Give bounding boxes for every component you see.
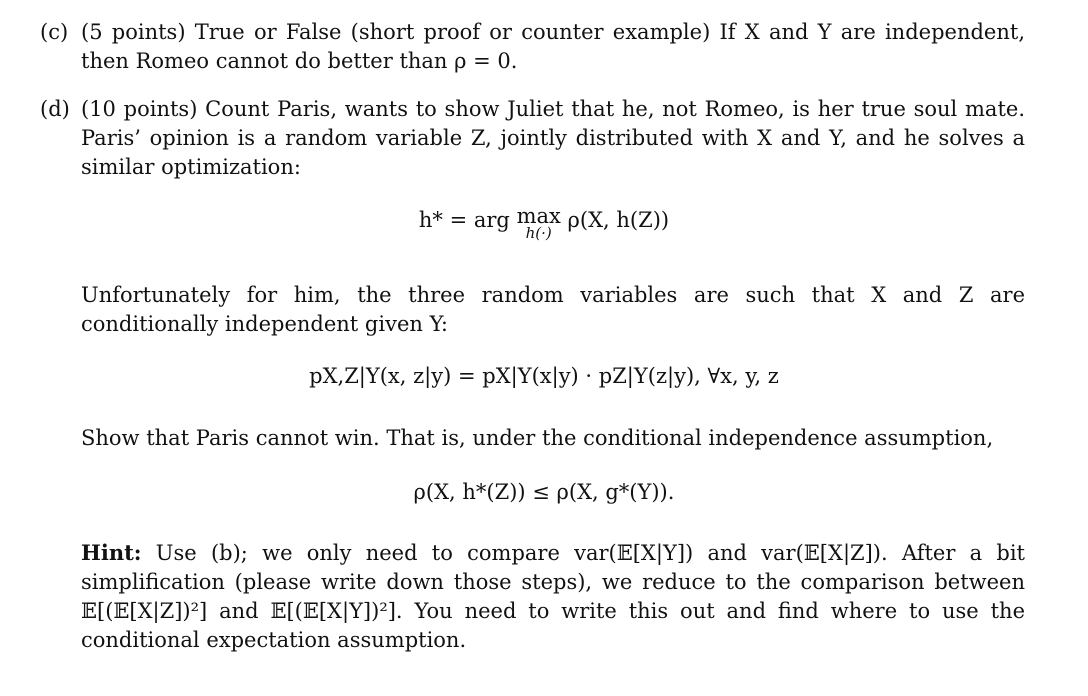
equation-h-star xyxy=(0,206,1088,240)
hint-label: Hint: xyxy=(81,540,142,565)
hint-paragraph xyxy=(81,538,1025,655)
part-d-para3: Show that Paris cannot win. That is, under the conditional independence assumption, xyxy=(81,426,994,450)
eq1-max xyxy=(517,206,561,240)
hint-text: Use (b); we only need to compare var(𝔼[X|Y]) and var(𝔼[X|Z]). After a bit simplification (please write down those steps), we reduce to the comparison between 𝔼[(𝔼[X|Z])²] and 𝔼[(𝔼[X|Y])²]. You need to write this out and find where to use the conditional expectation assumption. xyxy=(81,541,1025,652)
eq1-op: max xyxy=(516,204,561,228)
equation-inequality: ρ(X, h*(Z)) ≤ ρ(X, g*(Y)). xyxy=(413,480,675,504)
part-c-label: (c) xyxy=(40,20,69,44)
eq1-lhs: h* = arg xyxy=(418,208,510,232)
eq1-rhs: ρ(X, h(Z)) xyxy=(567,208,670,232)
part-d xyxy=(40,95,1025,182)
part-c xyxy=(40,18,1025,76)
part-d-label: (d) xyxy=(40,97,70,121)
part-d-para2: Unfortunately for him, the three random variables are such that X and Z are conditionally independent given Y: xyxy=(81,283,1025,336)
part-c-text: (5 points) True or False (short proof or counter example) If X and Y are independent, then Romeo cannot do better than ρ = 0. xyxy=(81,20,1025,73)
part-d-intro: (10 points) Count Paris, wants to show Juliet that he, not Romeo, is her true soul mate. Paris’ opinion is a random variable Z, jointly distributed with X and Y, and he solves a similar optimization: xyxy=(81,97,1025,179)
eq1-sub: h(·) xyxy=(525,224,552,242)
equation-conditional-independence: pX,Z|Y(x, z|y) = pX|Y(x|y) · pZ|Y(z|y), ∀x, y, z xyxy=(309,364,779,388)
